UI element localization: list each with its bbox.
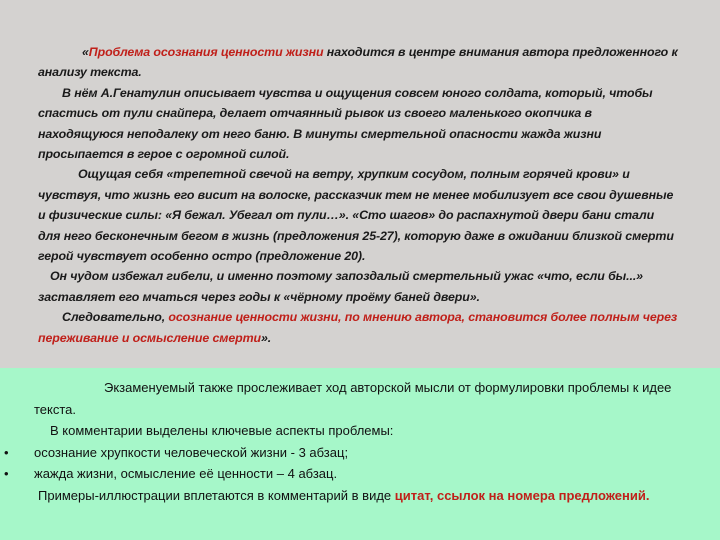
essay-paragraph-5 [38, 307, 678, 348]
comment-text [0, 377, 720, 506]
comment-bullet-1 [0, 442, 720, 464]
essay-p1-rest: находится в центре внимания автора предложенного к анализу текста. [38, 45, 678, 80]
essay-p5-start: Следовательно, [62, 310, 169, 325]
essay-paragraph-1 [38, 42, 678, 83]
essay-paragraph-2: В нём А.Генатулин описывает чувства и ощущения совсем юного солдата, который, чтобы спастись от пули снайпера, делает отчаянный рывок из своего маленького окопчика в находящуюся неподалеку от него баню. В минуты смертельной опасности жажда жизни просыпается в герое с огромной силой. [38, 85, 653, 162]
examples-highlight: цитат, ссылок на номера предложений. [394, 487, 650, 503]
essay-p5-end: ». [260, 330, 272, 345]
comment-line-5 [0, 485, 720, 507]
essay-paragraph-3: Ощущая себя «трепетной свечой на ветру, хрупким сосудом, полным горячей крови» и чувствуя, что жизнь его висит на волоске, рассказчик тем не менее мобилизует все свои душевные и физические силы: «Я бежал. Убегал от пули…». «Сто шагов» до распахнутой двери бани стали для него бесконечным бегом в жизнь (предложения 25-27), которую даже в ожидании близкой смерти герой чувствует особенно остро (предложение 20). [38, 167, 674, 264]
comment-line-2: В комментарии выделены ключевые аспекты проблемы: [50, 423, 394, 438]
essay-paragraph-4: Он чудом избежал гибели, и именно поэтому запоздалый смертельный ужас «что, если бы...» заставляет его мчаться через годы к «чёрному проёму баней двери». [38, 269, 643, 304]
bullet-icon: • [4, 444, 9, 460]
bullet-1-text: осознание хрупкости человеческой жизни - 3 абзац; [34, 444, 349, 460]
open-quote: « [82, 45, 89, 59]
essay-text [38, 42, 678, 348]
bullet-2-text: жажда жизни, осмысление её ценности – 4 абзац. [34, 466, 338, 481]
problem-highlight: Проблема осознания ценности жизни [88, 45, 324, 59]
bullet-icon: • [4, 466, 9, 481]
comment-line-1: Экзаменуемый также прослеживает ход авторской мысли от формулировки проблемы к идее текста. [34, 380, 672, 417]
comment-line-5-start: Примеры-иллюстрации вплетаются в комментарий в виде [38, 487, 395, 503]
comment-bullet-2 [0, 463, 720, 485]
conclusion-highlight: осознание ценности жизни, по мнению автора, становится более полным через переживание и осмысление смерти [38, 310, 678, 345]
